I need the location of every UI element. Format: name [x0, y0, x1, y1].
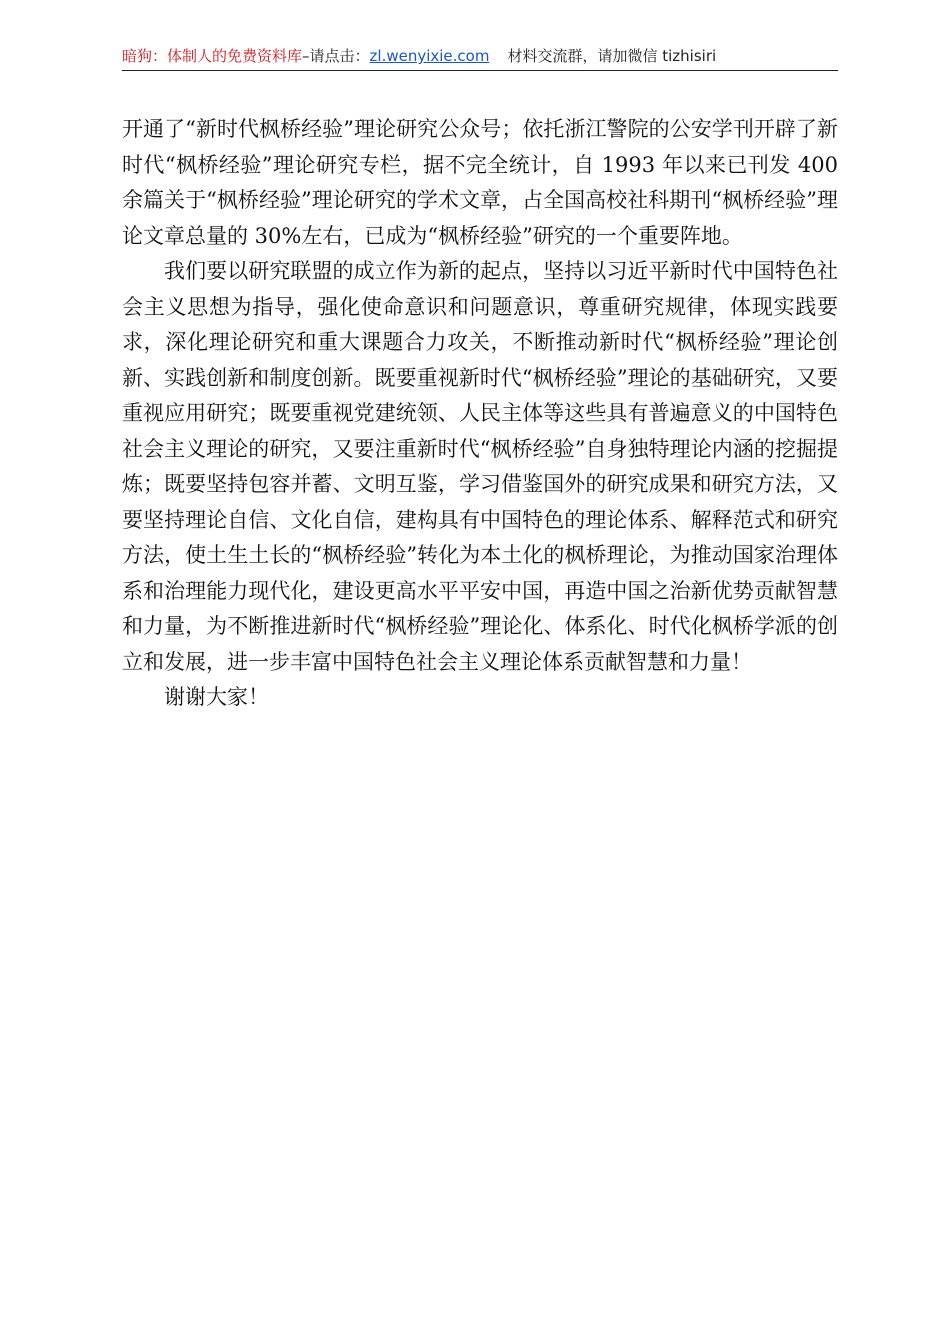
header-group-info: 材料交流群，请加微信 tizhisiri	[507, 47, 717, 65]
paragraph-closing: 谢谢大家！	[164, 685, 269, 709]
paragraph-main: 我们要以研究联盟的成立作为新的起点，坚持以习近平新时代中国特色社会主义思想为指导，强化使命意识和问题意识，尊重研究规律，体现实践要求，深化理论研究和重大课题合力攻关，不断推动新时代“枫桥经验”理论创新、实践创新和制度创新。既要重视新时代“枫桥经验”理论的基础研究，又要重视应用研究；既要重视党建统领、人民主体等这些具有普遍意义的中国特色社会主义理论的研究，又要注重新时代“枫桥经验”自身独特理论内涵的挖掘提炼；既要坚持包容并蓄、文明互鉴，学习借鉴国外的研究成果和研究方法，又要坚持理论自信、文化自信，建构具有中国特色的理论体系、解释范式和研究方法，使土生土长的“枫桥经验”转化为本土化的枫桥理论，为推动国家治理体系和治理能力现代化，建设更高水平平安中国，再造中国之治新优势贡献智慧和力量，为不断推进新时代“枫桥经验”理论化、体系化、时代化枫桥学派的创立和发展，进一步丰富中国特色社会主义理论体系贡献智慧和力量！	[122, 259, 838, 674]
document-body	[122, 112, 838, 716]
header-link[interactable]: zl.wenyixie.com	[369, 47, 490, 65]
header-prompt: –请点击：	[302, 47, 370, 65]
header-brand: 暗狗：体制人的免费资料库	[122, 47, 303, 65]
paragraph-continued: 开通了“新时代枫桥经验”理论研究公众号；依托浙江警院的公安学刊开辟了新时代“枫桥经验”理论研究专栏，据不完全统计，自 1993 年以来已刊发 400 余篇关于“枫桥经验”理论研究的学术文章，占全国高校社科期刊“枫桥经验”理论文章总量的 30%左右，已成为“枫桥经验”研究的一个重要阵地。	[122, 117, 838, 248]
page-header	[122, 42, 838, 71]
